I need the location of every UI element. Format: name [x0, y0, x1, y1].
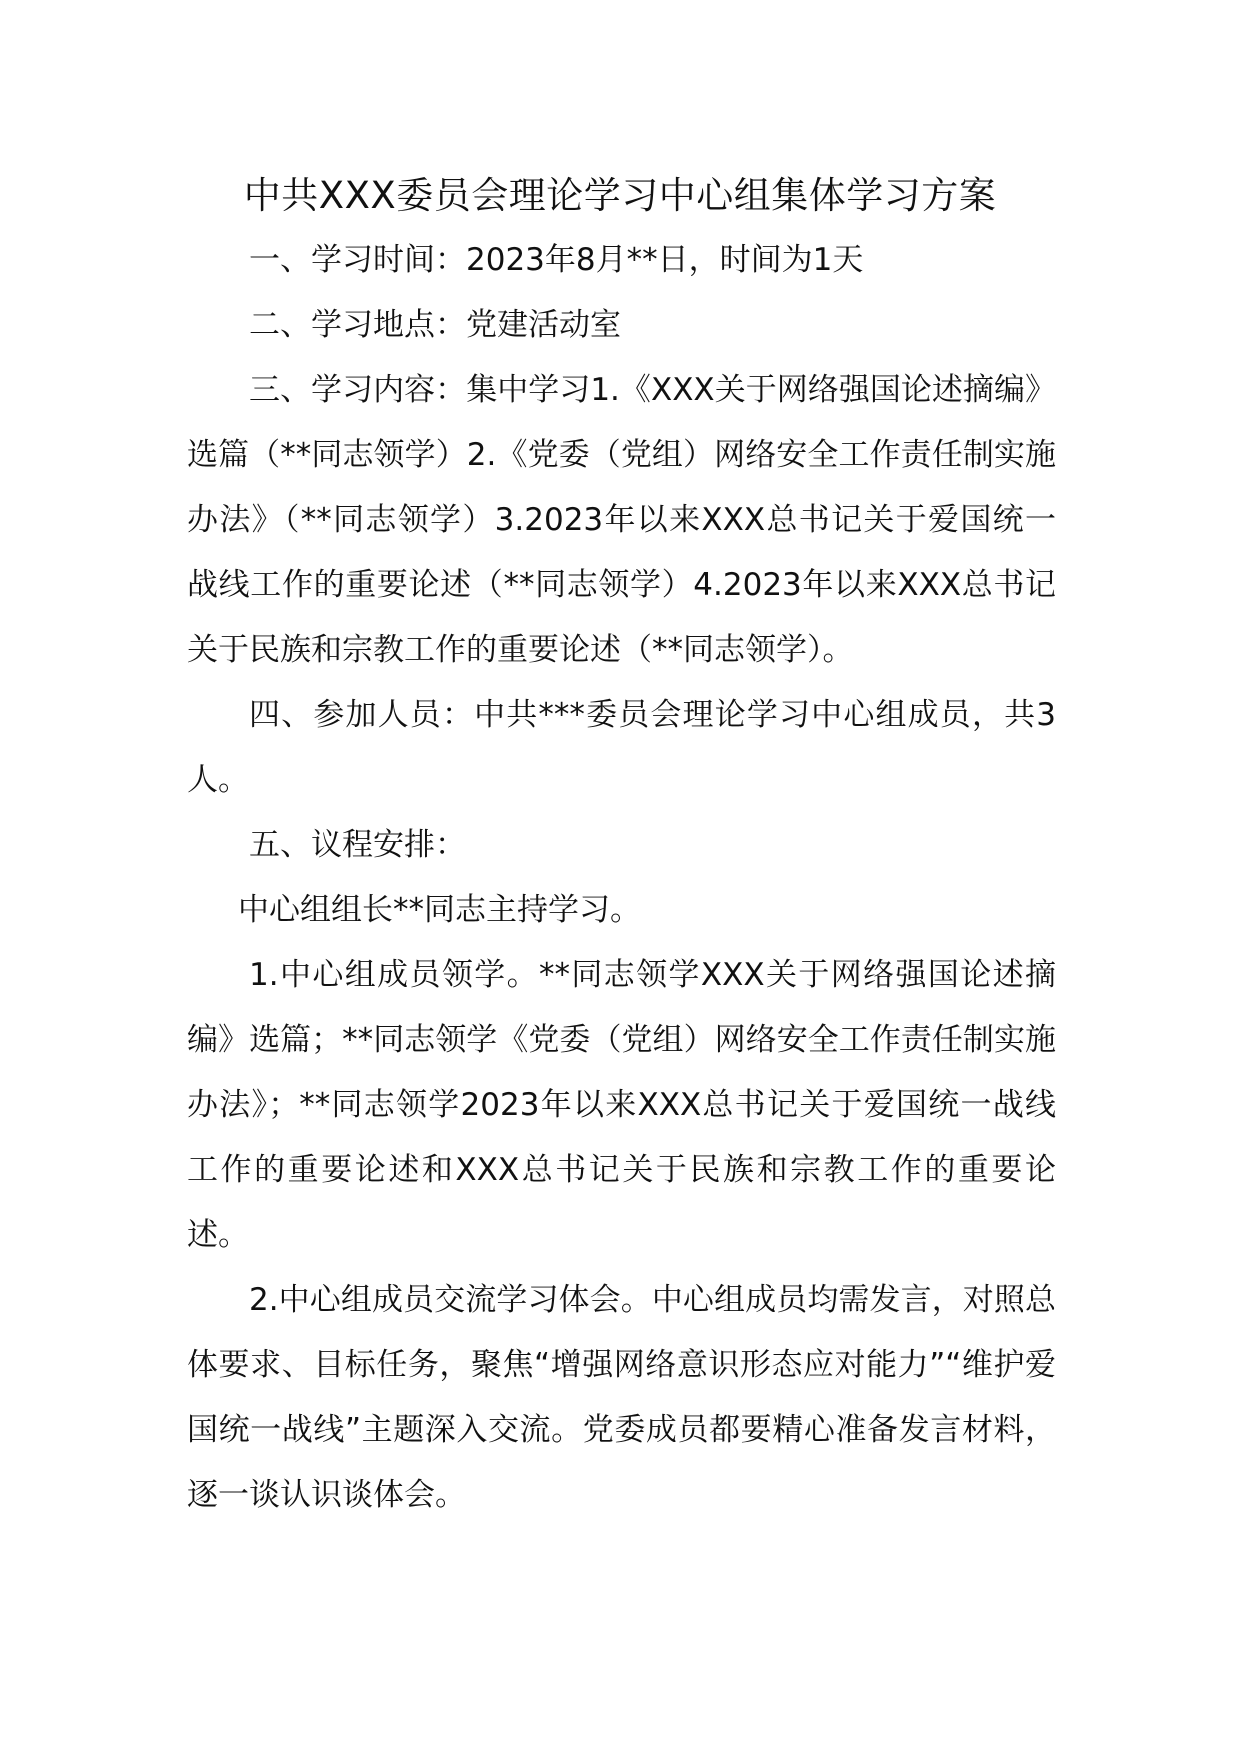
section-agenda-heading: 五、议程安排： [249, 827, 466, 863]
agenda-item-2: 2.中心组成员交流学习体会。中心组成员均需发言，对照总体要求、目标任务，聚焦“增强网络意识形态应对能力”“维护爱国统一战线”主题深入交流。党委成员都要精心准备发言材料，逐一谈认识谈体会。 [187, 1282, 1056, 1513]
section-study-location: 二、学习地点：党建活动室 [249, 307, 621, 343]
document-body [187, 228, 1056, 1528]
document-title: 中共XXX委员会理论学习中心组集体学习方案 [243, 174, 997, 217]
section-study-time: 一、学习时间：2023年8月**日，时间为1天 [249, 242, 864, 278]
agenda-item-1: 1.中心组成员领学。**同志领学XXX关于网络强国论述摘编》选篇；**同志领学《党委（党组）网络安全工作责任制实施办法》；**同志领学2023年以来XXX总书记关于爱国统一战线工作的重要论述和XXX总书记关于民族和宗教工作的重要论述。 [187, 957, 1056, 1253]
agenda-host: 中心组组长**同志主持学习。 [238, 892, 641, 928]
section-participants: 四、参加人员：中共***委员会理论学习中心组成员，共3人。 [187, 697, 1056, 798]
section-study-content: 三、学习内容：集中学习1.《XXX关于网络强国论述摘编》选篇（**同志领学）2.《党委（党组）网络安全工作责任制实施办法》（**同志领学）3.2023年以来XXX总书记关于爱国统一战线工作的重要论述（**同志领学）4.2023年以来XXX总书记关于民族和宗教工作的重要论述（**同志领学）。 [187, 372, 1056, 668]
